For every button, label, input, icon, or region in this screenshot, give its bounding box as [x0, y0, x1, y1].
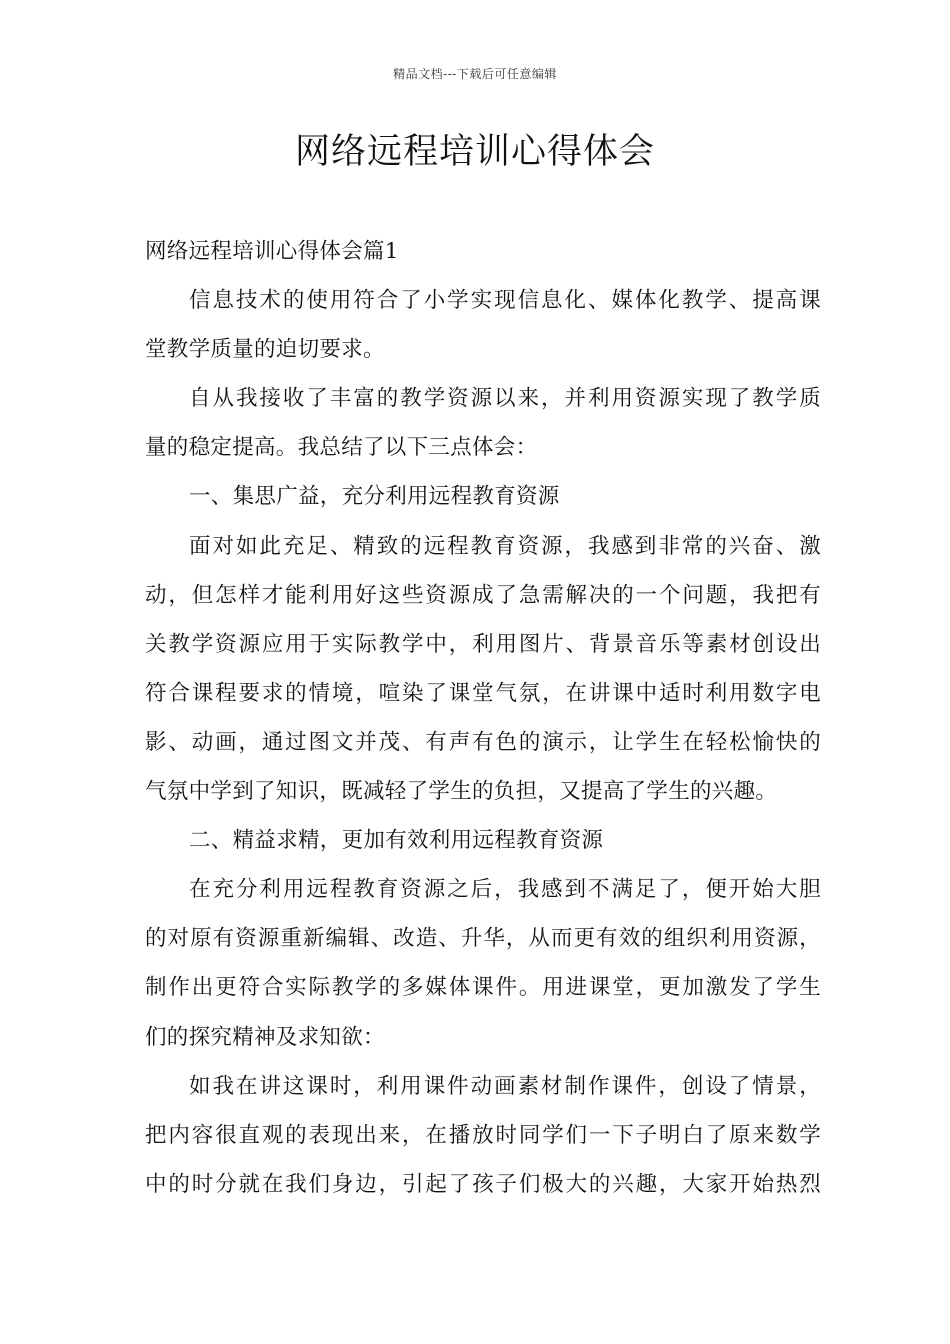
paragraph-line: 动，但怎样才能利用好这些资源成了急需解决的一个问题，我把有 [145, 582, 821, 608]
paragraph-line: 自从我接收了丰富的教学资源以来，并利用资源实现了教学质 [189, 386, 821, 412]
subheading-line: 二、精益求精，更加有效利用远程教育资源 [189, 828, 604, 854]
paragraph-line: 把内容很直观的表现出来，在播放时同学们一下子明白了原来数学 [145, 1122, 821, 1148]
paragraph-line: 信息技术的使用符合了小学实现信息化、媒体化教学、提高课 [189, 288, 821, 314]
paragraph-line: 气氛中学到了知识，既减轻了学生的负担，又提高了学生的兴趣。 [145, 779, 778, 805]
paragraph-line: 影、动画，通过图文并茂、有声有色的演示，让学生在轻松愉快的 [145, 729, 821, 755]
paragraph-line: 关教学资源应用于实际教学中，利用图片、背景音乐等素材创设出 [145, 631, 821, 657]
paragraph-line: 的对原有资源重新编辑、改造、升华，从而更有效的组织利用资源， [145, 926, 821, 952]
paragraph-line: 符合课程要求的情境，喧染了课堂气氛，在讲课中适时利用数字电 [145, 680, 821, 706]
document-body [145, 232, 821, 1214]
subheading-line: 一、集思广益，充分利用远程教育资源 [189, 484, 560, 510]
paragraph-line: 堂教学质量的迫切要求。 [145, 337, 385, 363]
paragraph-line: 在充分利用远程教育资源之后，我感到不满足了，便开始大胆 [189, 877, 821, 903]
section-heading: 网络远程培训心得体会篇1 [145, 239, 399, 264]
paragraph-line: 如我在讲这课时，利用课件动画素材制作课件，创设了情景， [189, 1073, 821, 1099]
paragraph-line: 中的时分就在我们身边，引起了孩子们极大的兴趣，大家开始热烈 [145, 1171, 821, 1197]
header-note: 精品文档---下载后可任意编辑 [393, 67, 557, 81]
paragraph-line: 们的探究精神及求知欲： [145, 1024, 385, 1050]
document-title: 网络远程培训心得体会 [294, 132, 655, 172]
paragraph-line: 面对如此充足、精致的远程教育资源，我感到非常的兴奋、激 [189, 533, 821, 559]
paragraph-line: 量的稳定提高。我总结了以下三点体会： [145, 435, 538, 461]
paragraph-line: 制作出更符合实际教学的多媒体课件。用进课堂，更加激发了学生 [145, 975, 821, 1001]
